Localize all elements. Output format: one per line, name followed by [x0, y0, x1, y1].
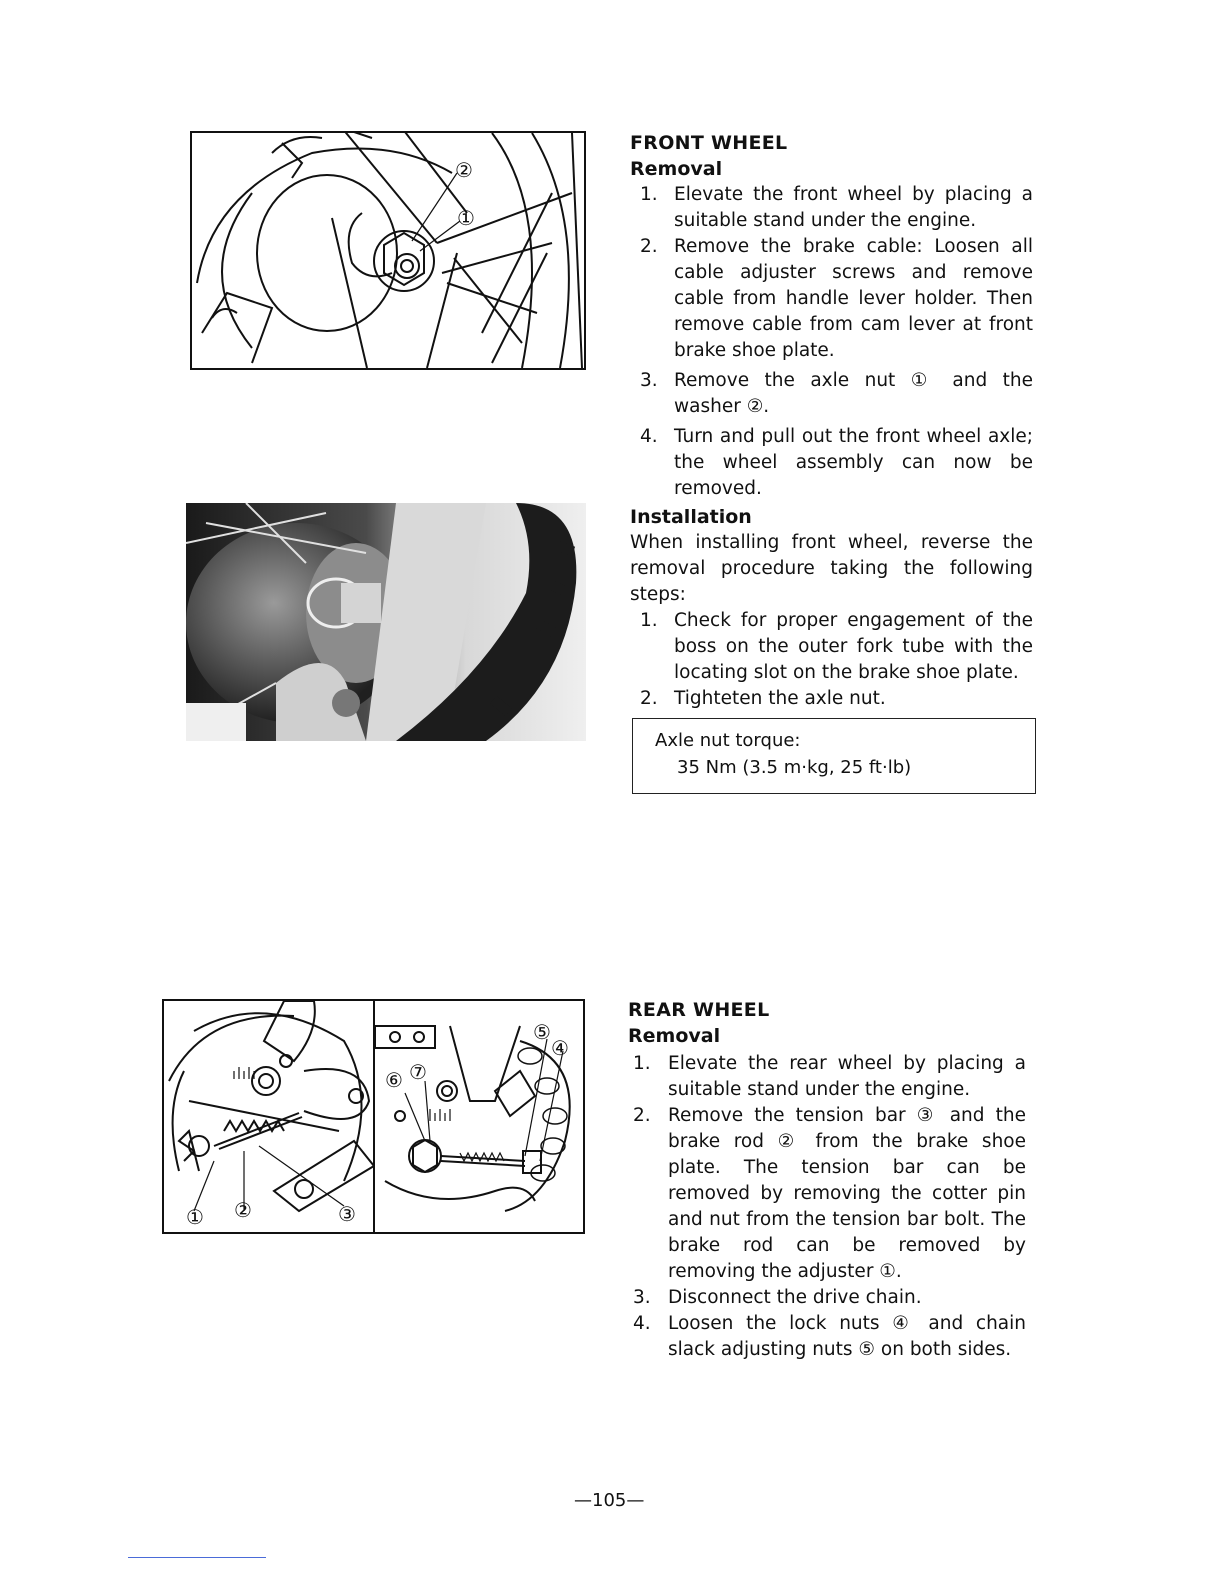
callout-1: ① — [457, 206, 475, 230]
step-text: Remove the axle nut ① and the washer ②. — [674, 370, 1033, 417]
front-hub-diagram — [190, 131, 586, 370]
step-text: Remove the brake cable: Loosen all cable adjuster screws and remove cable from handle lever holder. Then remove cable from cam lever at front brake shoe plate. — [674, 236, 1033, 361]
callout-3: ③ — [338, 1202, 356, 1226]
front-wheel-heading: FRONT WHEEL — [630, 132, 788, 154]
list-item — [630, 686, 1033, 712]
list-item — [628, 1285, 1026, 1311]
rear-wheel-heading: REAR WHEEL — [628, 999, 770, 1021]
footer-rule — [128, 1557, 266, 1558]
torque-value: 35 Nm (3.5 m·kg, 25 ft·lb) — [677, 757, 912, 778]
torque-label: Axle nut torque: — [655, 730, 801, 751]
step-text: Elevate the rear wheel by placing a suitable stand under the engine. — [668, 1053, 1026, 1100]
callout-6: ⑥ — [385, 1068, 403, 1092]
step-number: 4. — [640, 426, 658, 447]
callout-4: ④ — [551, 1036, 569, 1060]
list-item — [630, 608, 1033, 686]
rear-removal-heading: Removal — [628, 1025, 721, 1047]
front-removal-steps — [630, 182, 1033, 502]
step-number: 1. — [640, 610, 658, 631]
step-number: 1. — [640, 184, 658, 205]
step-number: 4. — [633, 1313, 651, 1334]
list-item — [630, 368, 1033, 420]
installation-intro: When installing front wheel, reverse the removal procedure taking the following steps: — [630, 532, 1033, 605]
list-item — [628, 1051, 1026, 1103]
rear-hub-diagram-left — [162, 999, 375, 1234]
step-number: 2. — [633, 1105, 651, 1126]
step-text: Loosen the lock nuts ④ and chain slack adjusting nuts ⑤ on both sides. — [668, 1313, 1026, 1360]
front-removal-heading: Removal — [630, 158, 723, 180]
front-hub-drawing — [192, 133, 584, 368]
rear-hub-diagram-right — [373, 999, 585, 1234]
step-number: 1. — [633, 1053, 651, 1074]
front-installation-heading: Installation — [630, 506, 752, 528]
list-item — [630, 182, 1033, 234]
page-number: —105— — [574, 1490, 645, 1511]
rear-removal-steps — [628, 1051, 1026, 1363]
list-item — [628, 1103, 1026, 1285]
callout-2: ② — [455, 158, 473, 182]
rear-hub-left-drawing — [164, 1001, 373, 1232]
front-hub-photo-graphic — [186, 503, 586, 741]
list-item — [630, 424, 1033, 502]
step-text: Turn and pull out the front wheel axle; the wheel assembly can now be removed. — [674, 426, 1033, 499]
front-installation-steps — [630, 608, 1033, 712]
step-text: Check for proper engagement of the boss on the outer fork tube with the locating slot on the brake shoe plate. — [674, 610, 1033, 683]
front-wheel-section — [630, 130, 1033, 794]
step-text: Tighteten the axle nut. — [674, 688, 886, 709]
rear-wheel-section — [628, 997, 1026, 1363]
torque-box — [632, 718, 1036, 794]
step-number: 3. — [633, 1287, 651, 1308]
front-hub-photo — [186, 503, 586, 741]
step-number: 2. — [640, 236, 658, 257]
step-text: Disconnect the drive chain. — [668, 1287, 922, 1308]
callout-7: ⑦ — [409, 1060, 427, 1084]
callout-1: ① — [186, 1205, 204, 1229]
callout-2: ② — [234, 1198, 252, 1222]
callout-5: ⑤ — [533, 1020, 551, 1044]
step-text: Elevate the front wheel by placing a suitable stand under the engine. — [674, 184, 1033, 231]
list-item — [630, 234, 1033, 364]
step-number: 3. — [640, 370, 658, 391]
step-number: 2. — [640, 688, 658, 709]
list-item — [628, 1311, 1026, 1363]
rear-hub-right-drawing — [375, 1001, 583, 1232]
step-text: Remove the tension bar ③ and the brake rod ② from the brake shoe plate. The tension bar can be removed by removing the cotter pin and nut from the tension bar bolt. The brake rod can be removed by removing the adjuster ①. — [668, 1105, 1026, 1282]
